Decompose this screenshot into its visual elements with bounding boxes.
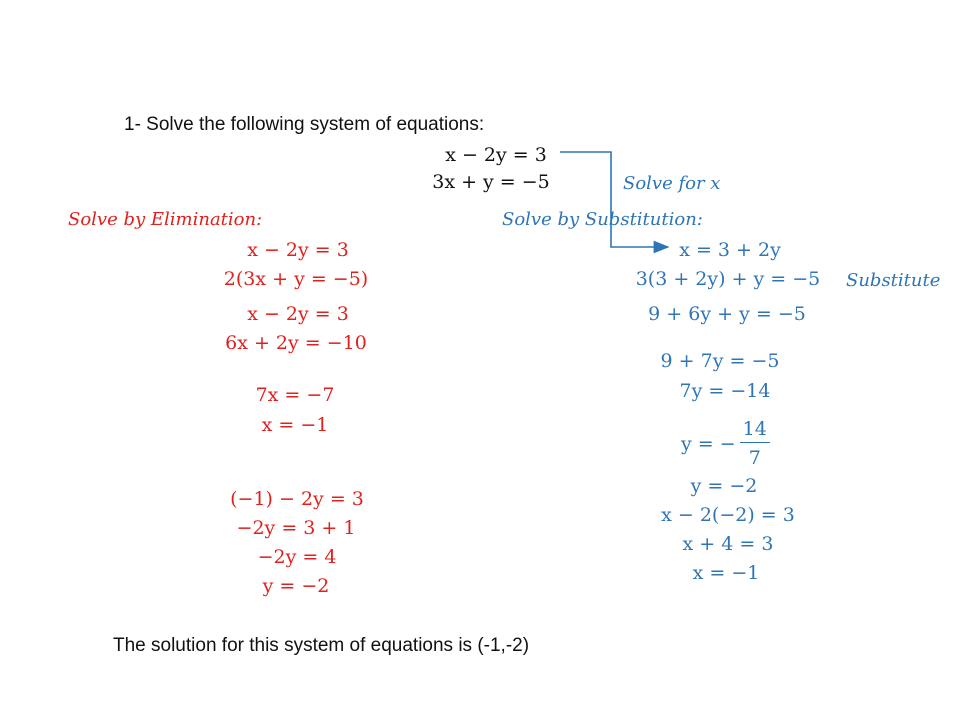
system-equation-1: x − 2y = 3: [445, 144, 547, 166]
system-equation-2: 3x + y = −5: [432, 171, 550, 193]
solve-for-x-label: Solve for x: [623, 173, 721, 194]
elimination-title: Solve by Elimination:: [68, 209, 263, 230]
fraction-equation: [681, 418, 770, 469]
elimination-step: 2(3x + y = −5): [223, 268, 369, 290]
elimination-step: 6x + 2y = −10: [225, 332, 367, 354]
elimination-step: y = −2: [262, 575, 330, 597]
substitute-label: Substitute: [846, 270, 941, 291]
fraction-denominator: 7: [748, 447, 761, 469]
elimination-step: (−1) − 2y = 3: [230, 488, 364, 510]
elimination-step: −2y = 3 + 1: [236, 517, 356, 539]
elimination-step: −2y = 4: [257, 546, 337, 568]
conclusion-text: The solution for this system of equations is (-1,-2): [113, 635, 530, 656]
substitution-step: 3(3 + 2y) + y = −5: [635, 268, 821, 290]
substitution-step: 9 + 7y = −5: [660, 350, 780, 372]
elimination-step: 7x = −7: [255, 384, 335, 406]
elimination-step: x = −1: [261, 414, 329, 436]
substitution-title: Solve by Substitution:: [502, 209, 703, 230]
substitution-step: x + 4 = 3: [682, 533, 774, 555]
problem-heading: 1- Solve the following system of equations:: [124, 114, 485, 135]
substitution-step: x = −1: [692, 562, 760, 584]
fraction: [740, 418, 770, 469]
elimination-step: x − 2y = 3: [247, 303, 349, 325]
elimination-step: x − 2y = 3: [247, 239, 349, 261]
substitution-step: 9 + 6y + y = −5: [648, 303, 806, 325]
fraction-numerator: 14: [740, 418, 770, 443]
substitution-step: x − 2(−2) = 3: [661, 504, 795, 526]
substitution-step: x = 3 + 2y: [679, 239, 781, 261]
substitution-step: y = −2: [690, 475, 758, 497]
substitution-step: y = −: [681, 432, 736, 455]
substitution-step: 7y = −14: [679, 380, 771, 402]
